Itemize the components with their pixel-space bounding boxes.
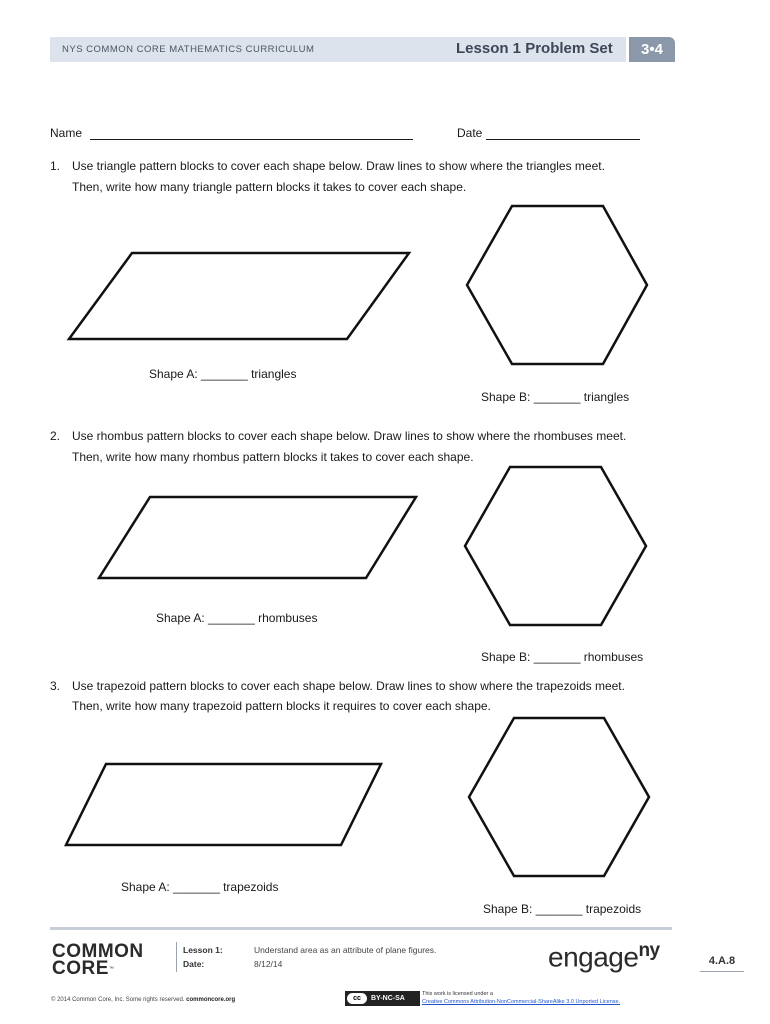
engageny-logo: engage$^{ny}$	[548, 940, 660, 973]
problem-3-instruction-line2: Then, write how many trapezoid pattern blocks it requires to cover each shape.	[72, 699, 491, 713]
creative-commons-badge: cc BY-NC-SA	[345, 991, 420, 1006]
footer-date-value: 8/12/14	[254, 959, 283, 969]
problem-3-number: 3.	[50, 679, 61, 693]
footer-rule	[50, 927, 672, 930]
license-link[interactable]: Creative Commons Attribution-NonCommercial-ShareAlike 3.0 Unported License.	[422, 999, 621, 1005]
footer-date-key: Date:	[183, 959, 205, 969]
problem-3-shape-b-label: Shape B: _______ trapezoids	[483, 902, 642, 916]
problem-2-shape-a-label: Shape A: _______ rhombuses	[156, 611, 318, 625]
license-text: This work is licensed under a	[422, 991, 493, 997]
lesson-title: Lesson 1 Problem Set	[456, 40, 613, 57]
page-code: 4.A.8	[700, 955, 744, 972]
date-label: Date	[457, 126, 483, 140]
problem-2-instruction-line1: Use rhombus pattern blocks to cover each shape below. Draw lines to show where the rhombuses meet.	[72, 429, 627, 443]
problem-1-instruction-line1: Use triangle pattern blocks to cover each shape below. Draw lines to show where the triangles meet.	[72, 159, 605, 173]
problem-1-number: 1.	[50, 159, 61, 173]
problem-3-shape-a-parallelogram	[66, 764, 381, 845]
curriculum-title: NYS COMMON CORE MATHEMATICS CURRICULUM	[62, 44, 315, 55]
common-core-logo-line1: COMMON	[52, 941, 144, 962]
problem-2-shape-b-label: Shape B: _______ rhombuses	[481, 650, 644, 664]
copyright-text: © 2014 Common Core, Inc. Some rights reserved. commoncore.org	[51, 997, 236, 1003]
footer-divider	[176, 942, 177, 972]
grade-module-badge: 3•4	[626, 37, 675, 62]
cc-circle-icon: cc	[347, 993, 367, 1004]
problem-3-shape-b-hexagon	[469, 718, 649, 876]
problem-3-shape-a-label: Shape A: _______ trapezoids	[121, 880, 279, 894]
problem-1-shape-b-label: Shape B: _______ triangles	[481, 390, 630, 404]
name-label: Name	[50, 126, 83, 140]
footer-lesson-description: Understand area as an attribute of plane figures.	[254, 945, 437, 955]
problem-3-instruction-line1: Use trapezoid pattern blocks to cover each shape below. Draw lines to show where the trapezoids meet.	[72, 679, 625, 693]
common-core-logo-line2: CORE™	[52, 958, 115, 979]
problem-2-number: 2.	[50, 429, 61, 443]
problem-1-instruction-line2: Then, write how many triangle pattern blocks it takes to cover each shape.	[72, 180, 467, 194]
footer-lesson-key: Lesson 1:	[183, 945, 223, 955]
problem-2-instruction-line2: Then, write how many rhombus pattern blocks it takes to cover each shape.	[72, 450, 474, 464]
problem-1-shape-a-label: Shape A: _______ triangles	[149, 367, 297, 381]
